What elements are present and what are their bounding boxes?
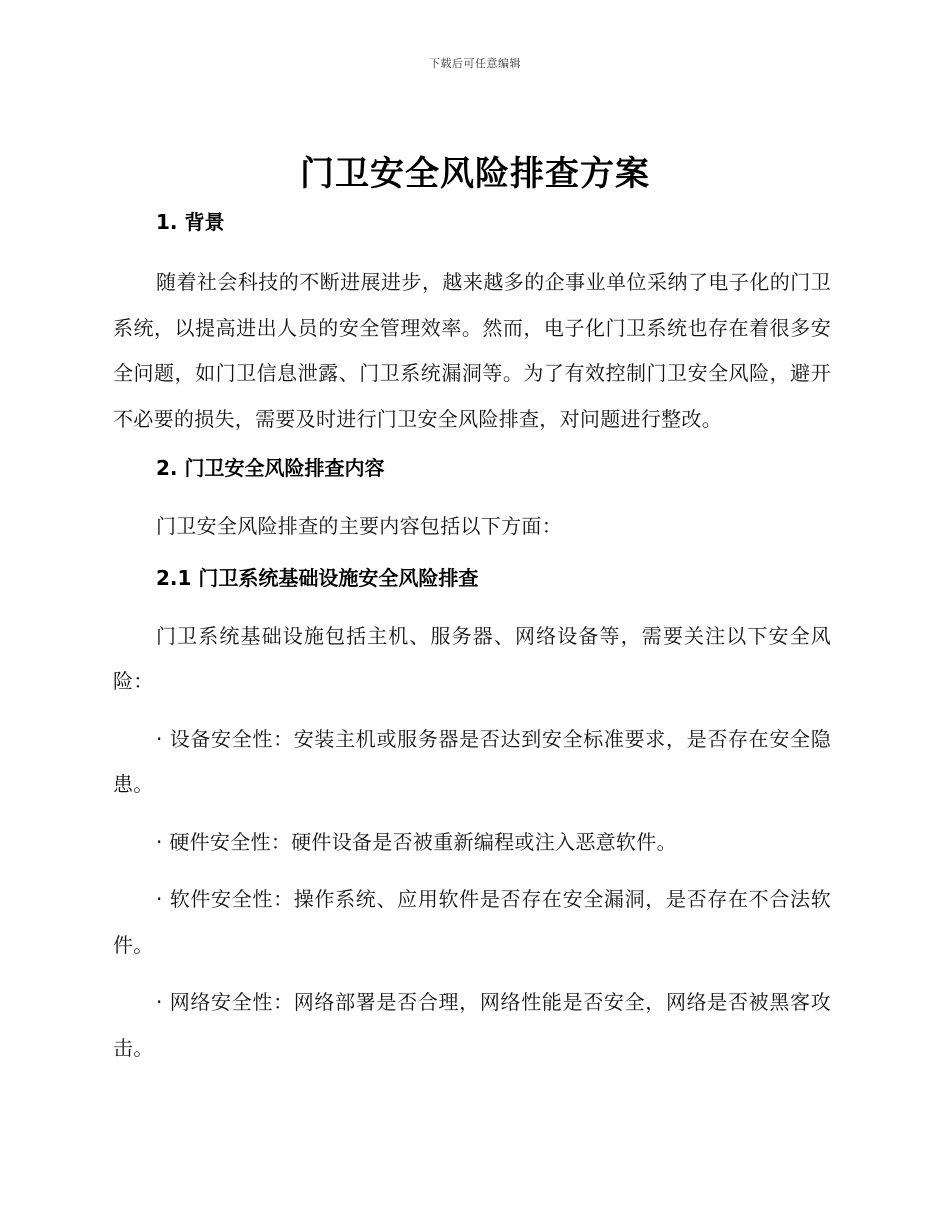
- section-2-1-paragraph: 门卫系统基础设施包括主机、服务器、网络设备等，需要关注以下安全风险：: [113, 623, 831, 693]
- document-body: [113, 206, 831, 1071]
- section-2-1-heading: 2.1 门卫系统基础设施安全风险排查: [156, 565, 479, 590]
- bullet-software-security: · 软件安全性：操作系统、应用软件是否存在安全漏洞，是否存在不合法软件。: [113, 887, 831, 957]
- bullet-hardware-security: · 硬件安全性：硬件设备是否被重新编程或注入恶意软件。: [156, 829, 677, 854]
- bullet-network-security: · 网络安全性：网络部署是否合理，网络性能是否安全，网络是否被黑客攻击。: [113, 990, 831, 1060]
- document-title: 门卫安全风险排查方案: [300, 154, 650, 194]
- header-note: 下载后可任意编辑: [429, 57, 521, 70]
- section-2-paragraph: 门卫安全风险排查的主要内容包括以下方面：: [156, 514, 562, 538]
- section-1-heading: 1. 背景: [156, 210, 225, 234]
- section-2-heading: 2. 门卫安全风险排查内容: [156, 456, 385, 480]
- bullet-device-security: · 设备安全性：安装主机或服务器是否达到安全标准要求，是否存在安全隐患。: [113, 726, 831, 796]
- section-1-paragraph: 随着社会科技的不断进展进步，越来越多的企事业单位采纳了电子化的门卫系统，以提高进出人员的安全管理效率。然而，电子化门卫系统也存在着很多安全问题，如门卫信息泄露、门卫系统漏洞等。为了有效控制门卫安全风险，避开不必要的损失，需要及时进行门卫安全风险排查，对问题进行整改。: [113, 270, 831, 431]
